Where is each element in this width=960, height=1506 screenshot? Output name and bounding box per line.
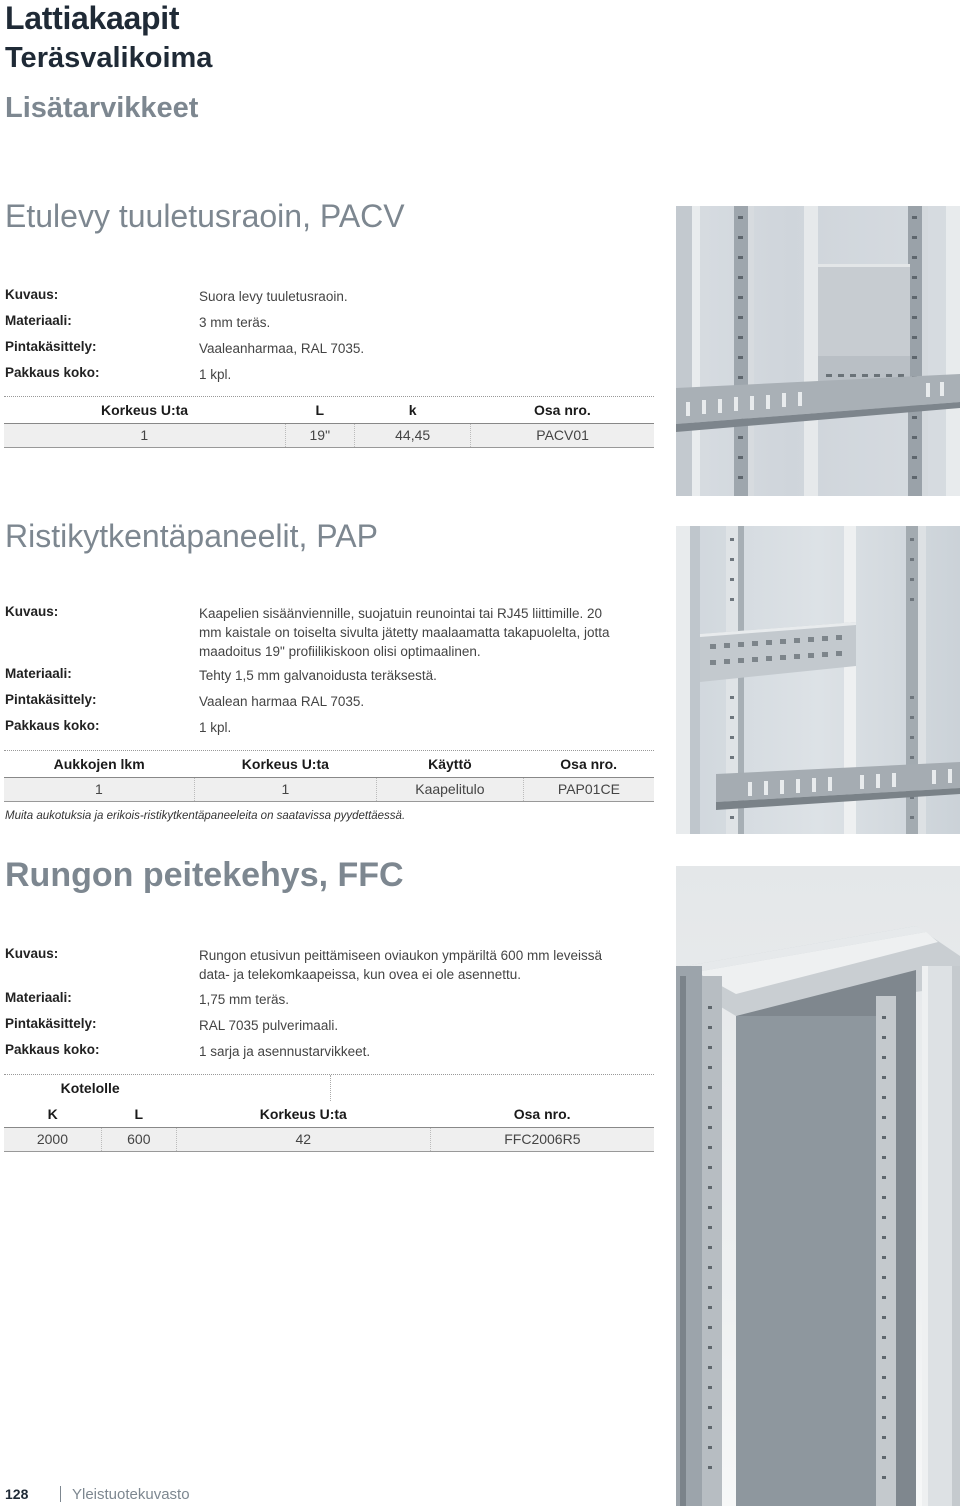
pacv-specs xyxy=(5,287,655,391)
pap-spec-materiaali xyxy=(5,666,655,692)
pacv-spec-kuvaus xyxy=(5,287,655,313)
table-cell: Kaapelitulo xyxy=(376,777,523,801)
spec-label: Materiaali: xyxy=(5,990,72,1005)
pacv-table xyxy=(4,397,654,448)
pap-note: Muita aukotuksia ja erikois-ristikytkentäpaneeleita on saatavissa pyydettäessä. xyxy=(5,810,406,822)
pacv-section-title: Etulevy tuuletusraoin, PACV xyxy=(5,198,405,234)
spec-value: Suora levy tuuletusraoin. xyxy=(199,289,348,304)
spec-label: Pintakäsittely: xyxy=(5,692,97,707)
column-header: Osa nro. xyxy=(471,397,654,423)
spec-value: 1 kpl. xyxy=(199,720,232,735)
pap-spec-pinta xyxy=(5,692,655,718)
ffc-specs xyxy=(5,946,655,1068)
table-header-row xyxy=(4,1101,654,1127)
table-cell: 42 xyxy=(176,1127,430,1151)
spec-label: Pakkaus koko: xyxy=(5,365,100,380)
table-header-row xyxy=(4,751,654,777)
table-cell: 2000 xyxy=(4,1127,101,1151)
ffc-spec-pakkaus xyxy=(5,1042,655,1068)
pap-product-photo xyxy=(676,526,960,834)
spec-label: Pintakäsittely: xyxy=(5,1016,97,1031)
page-subtitle: Teräsvalikoima xyxy=(5,42,213,74)
pap-spec-kuvaus xyxy=(5,604,655,666)
pacv-product-photo xyxy=(676,206,960,496)
spec-value: 1 kpl. xyxy=(199,367,232,382)
frame-cover-illustration xyxy=(676,866,960,1506)
table-row xyxy=(4,1127,654,1151)
footer-divider xyxy=(60,1486,61,1502)
pap-table xyxy=(4,751,654,802)
column-header: Aukkojen lkm xyxy=(4,751,194,777)
pacv-spec-materiaali xyxy=(5,313,655,339)
spec-value: Tehty 1,5 mm galvanoidusta teräksestä. xyxy=(199,668,437,683)
spec-value: RAL 7035 pulverimaali. xyxy=(199,1018,339,1033)
spec-value: 1 sarja ja asennustarvikkeet. xyxy=(199,1044,371,1059)
table-row xyxy=(4,423,654,447)
spec-label: Kuvaus: xyxy=(5,946,59,961)
ffc-spec-kuvaus xyxy=(5,946,655,990)
rack-frame-illustration xyxy=(676,206,960,496)
spec-label: Kuvaus: xyxy=(5,287,59,302)
ffc-section-title: Rungon peitekehys, FFC xyxy=(5,856,404,894)
column-header: Osa nro. xyxy=(430,1101,654,1127)
page-number: 128 xyxy=(5,1486,29,1502)
table-cell: PAP01CE xyxy=(523,777,654,801)
table-row xyxy=(4,777,654,801)
table-cell: 600 xyxy=(101,1127,176,1151)
spec-value: 3 mm teräs. xyxy=(199,315,271,330)
spec-label: Pakkaus koko: xyxy=(5,1042,100,1057)
pap-specs xyxy=(5,604,655,744)
patch-panel-illustration xyxy=(676,526,960,834)
spec-value: Vaaleanharmaa, RAL 7035. xyxy=(199,341,365,356)
spec-value: Vaalean harmaa RAL 7035. xyxy=(199,694,365,709)
catalog-name: Yleistuotekuvasto xyxy=(72,1486,190,1503)
table-cell: FFC2006R5 xyxy=(430,1127,654,1151)
pacv-spec-pakkaus xyxy=(5,365,655,391)
column-header: Korkeus U:ta xyxy=(4,397,285,423)
category-title: Lisätarvikkeet xyxy=(5,92,199,124)
column-header: K xyxy=(4,1101,101,1127)
spec-value: Rungon etusivun peittämiseen oviaukon ympäriltä 600 mm leveissä data- ja telekomkaapeissa, kun ovea ei ole asennettu. xyxy=(199,948,602,982)
table-header-row xyxy=(4,397,654,423)
table-cell: 1 xyxy=(194,777,376,801)
table-cell: 1 xyxy=(4,777,194,801)
table-cell: 44,45 xyxy=(355,423,471,447)
pacv-spec-pinta xyxy=(5,339,655,365)
column-header: Käyttö xyxy=(376,751,523,777)
page-title: Lattiakaapit xyxy=(5,0,180,36)
table-cell: 19" xyxy=(285,423,354,447)
pap-section-title: Ristikytkentäpaneelit, PAP xyxy=(5,518,378,554)
ffc-spec-materiaali xyxy=(5,990,655,1016)
spec-label: Kuvaus: xyxy=(5,604,59,619)
spec-label: Pakkaus koko: xyxy=(5,718,100,733)
spec-value: 1,75 mm teräs. xyxy=(199,992,290,1007)
spec-value: Kaapelien sisäänviennille, suojatuin reunointai tai RJ45 liittimille. 20 mm kaistale on toiselta sivulta jätetty maalaamatta takapuolelta, jotta maadoitus 19" profiilikiskoon olisi optimaalinen. xyxy=(199,606,610,659)
spec-label: Materiaali: xyxy=(5,313,72,328)
column-header: Osa nro. xyxy=(523,751,654,777)
table-group-row xyxy=(4,1075,654,1101)
spec-label: Materiaali: xyxy=(5,666,72,681)
column-header: Korkeus U:ta xyxy=(176,1101,430,1127)
group-header-empty xyxy=(176,1075,654,1101)
table-cell: 1 xyxy=(4,423,285,447)
pap-spec-pakkaus xyxy=(5,718,655,744)
group-header: Kotelolle xyxy=(60,1080,120,1096)
ffc-product-photo xyxy=(676,866,960,1506)
column-header: Korkeus U:ta xyxy=(194,751,376,777)
column-header: L xyxy=(285,397,354,423)
spec-label: Pintakäsittely: xyxy=(5,339,97,354)
ffc-table xyxy=(4,1075,654,1152)
column-header: L xyxy=(101,1101,176,1127)
column-header: k xyxy=(355,397,471,423)
table-cell: PACV01 xyxy=(471,423,654,447)
ffc-spec-pinta xyxy=(5,1016,655,1042)
